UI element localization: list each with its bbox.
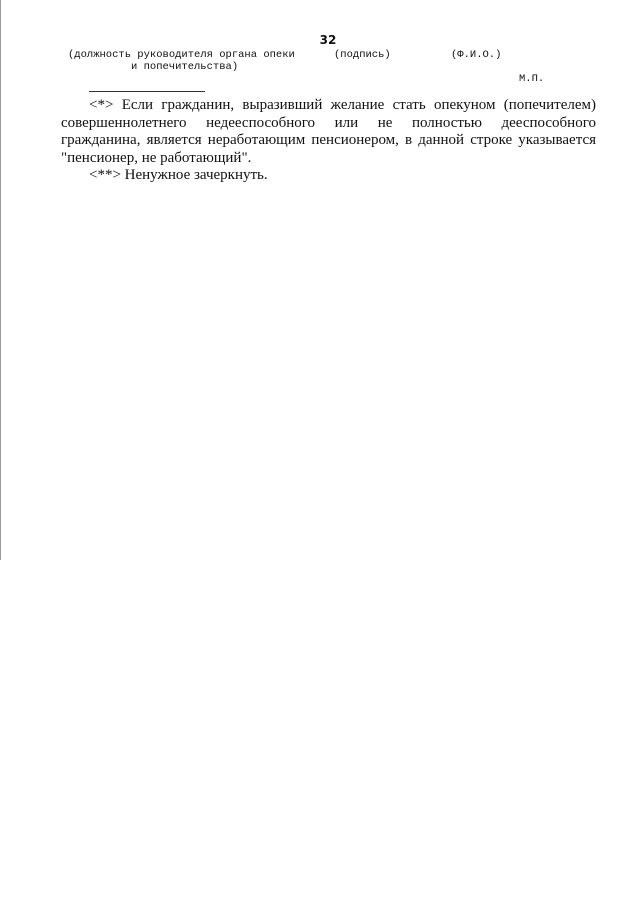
footnote-1: <*> Если гражданин, выразивший желание стать опекуном (попечителем) совершеннолетнего недееспособного или не полностью дееспособного гражданина, является неработающим пенсионером, в данной строке указывается "пенсионер, не работающий". [61, 97, 596, 166]
footnotes [61, 97, 596, 185]
stamp-place: М.П. [519, 73, 545, 85]
position-caption-line1: (должность руководителя органа опеки [68, 49, 295, 61]
page-left-edge [0, 0, 1, 560]
position-caption-line2: и попечительства) [131, 61, 239, 73]
page-number: 32 [319, 33, 337, 47]
name-caption: (Ф.И.О.) [451, 49, 502, 61]
signature-caption: (подпись) [334, 49, 391, 61]
footnote-separator [89, 91, 205, 92]
footnote-2: <**> Ненужное зачеркнуть. [89, 167, 268, 183]
